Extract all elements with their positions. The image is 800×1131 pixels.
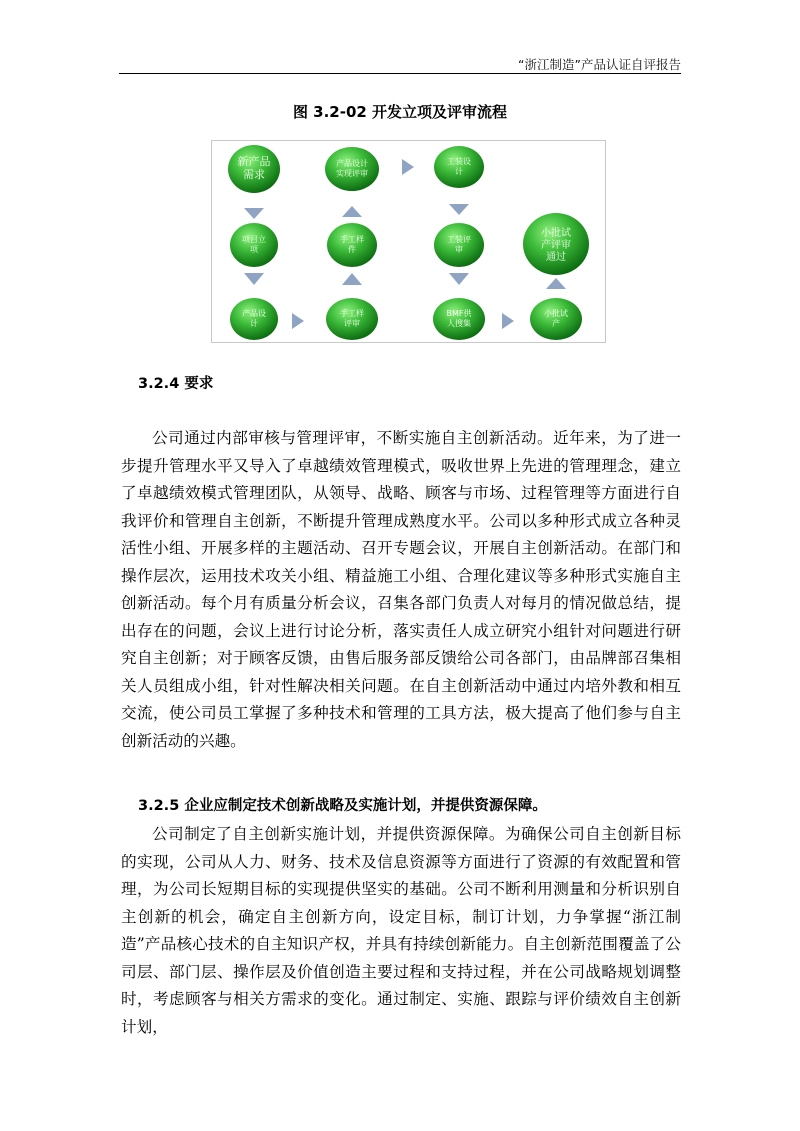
svg-text:实现评审: 实现评审 [336, 169, 368, 178]
svg-text:新产品: 新产品 [237, 155, 271, 168]
arrow-down-3 [449, 204, 469, 215]
svg-text:评审: 评审 [344, 319, 360, 328]
figure-title: 图 3.2-02 开发立项及评审流程 [292, 103, 508, 121]
arrow-up-2 [342, 206, 362, 217]
svg-text:产品设计: 产品设计 [336, 159, 368, 168]
arrow-up-3 [546, 278, 566, 289]
svg-text:工装评: 工装评 [447, 235, 471, 244]
node-project-approval [230, 223, 278, 267]
svg-text:小批试: 小批试 [541, 228, 571, 239]
flowchart [211, 140, 606, 343]
svg-text:手工样: 手工样 [340, 309, 364, 318]
node-product-design [230, 298, 278, 340]
svg-text:人搜集: 人搜集 [447, 319, 471, 328]
arrow-down-2 [244, 273, 264, 285]
svg-text:计: 计 [250, 319, 258, 328]
node-trial-production-review-passed [523, 213, 589, 275]
svg-text:通过: 通过 [546, 252, 566, 263]
header-rule [119, 73, 681, 74]
svg-text:小批试: 小批试 [544, 309, 568, 318]
section-heading-3-2-4: 3.2.4 要求 [138, 376, 214, 392]
arrow-right-3 [502, 313, 514, 329]
svg-text:需求: 需求 [243, 168, 265, 181]
node-handmade-sample [327, 223, 377, 267]
svg-text:项目立: 项目立 [242, 235, 266, 244]
svg-text:产评审: 产评审 [541, 240, 571, 251]
paragraph-requirements: 公司通过内部审核与管理评审，不断实施自主创新活动。近年来，为了进一步提升管理水平又导入了卓越绩效管理模式，吸收世界上先进的管理理念，建立了卓越绩效模式管理团队，从领导、战略、顾客与市场、过程管理等方面进行自我评价和管理自主创新，不断提升管理成熟度水平。公司以多种形式成立各种灵活性小组、开展多样的主题活动、召开专题会议，开展自主创新活动。在部门和操作层次，运用技术攻关小组、精益施工小组、合理化建议等多种形式实施自主创新活动。每个月有质量分析会议，召集各部门负责人对每月的情况做总结，提出存在的问题，会议上进行讨论分析，落实责任人成立研究小组针对问题进行研究自主创新；对于顾客反馈，由售后服务部反馈给公司各部门，由品牌部召集相关人员组成小组，针对性解决相关问题。在自主创新活动中通过内培外教和相互交流，使公司员工掌握了多种技术和管理的工具方法，极大提高了他们参与自主创新活动的兴趣。 [121, 429, 681, 750]
svg-text:BMF供: BMF供 [446, 309, 472, 318]
svg-text:项: 项 [250, 245, 258, 254]
arrow-down-4 [449, 273, 469, 285]
svg-text:手工样: 手工样 [340, 235, 364, 244]
section-heading-3-2-5: 3.2.5 企业应制定技术创新战略及实施计划，并提供资源保障。 [138, 798, 547, 814]
node-tooling-design [434, 146, 484, 188]
svg-text:工装设: 工装设 [447, 157, 471, 166]
paragraph-innovation-plan: 公司制定了自主创新实施计划，并提供资源保障。为确保公司自主创新目标的实现，公司从人力、财务、技术及信息资源等方面进行了资源的有效配置和管理，为公司长短期目标的实现提供坚实的基础。公司不断利用测量和分析识别自主创新的机会，确定自主创新方向，设定目标，制订计划，力争掌握“浙江制造”产品核心技术的自主知识产权，并具有持续创新能力。自主创新范围覆盖了公司层、部门层、操作层及价值创造主要过程和支持过程，并在公司战略规划调整时，考虑顾客与相关方需求的变化。通过制定、实施、跟踪与评价绩效自主创新计划， [121, 825, 681, 1036]
node-trial-production [530, 298, 582, 340]
header-title: “浙江制造”产品认证自评报告 [518, 57, 681, 72]
arrow-down-1 [244, 208, 264, 219]
node-supplier-collection [433, 298, 485, 340]
node-design-review [325, 147, 379, 191]
svg-text:产品设: 产品设 [242, 309, 266, 318]
arrow-up-1 [342, 273, 362, 285]
svg-text:审: 审 [455, 245, 463, 254]
svg-text:件: 件 [348, 245, 356, 254]
arrow-right-2 [402, 159, 414, 175]
node-tooling-review [434, 223, 484, 267]
arrow-right-1 [292, 313, 304, 329]
svg-text:计: 计 [455, 167, 463, 176]
svg-text:产: 产 [552, 319, 560, 328]
node-sample-review [326, 298, 378, 340]
node-new-product-demand [228, 145, 280, 193]
